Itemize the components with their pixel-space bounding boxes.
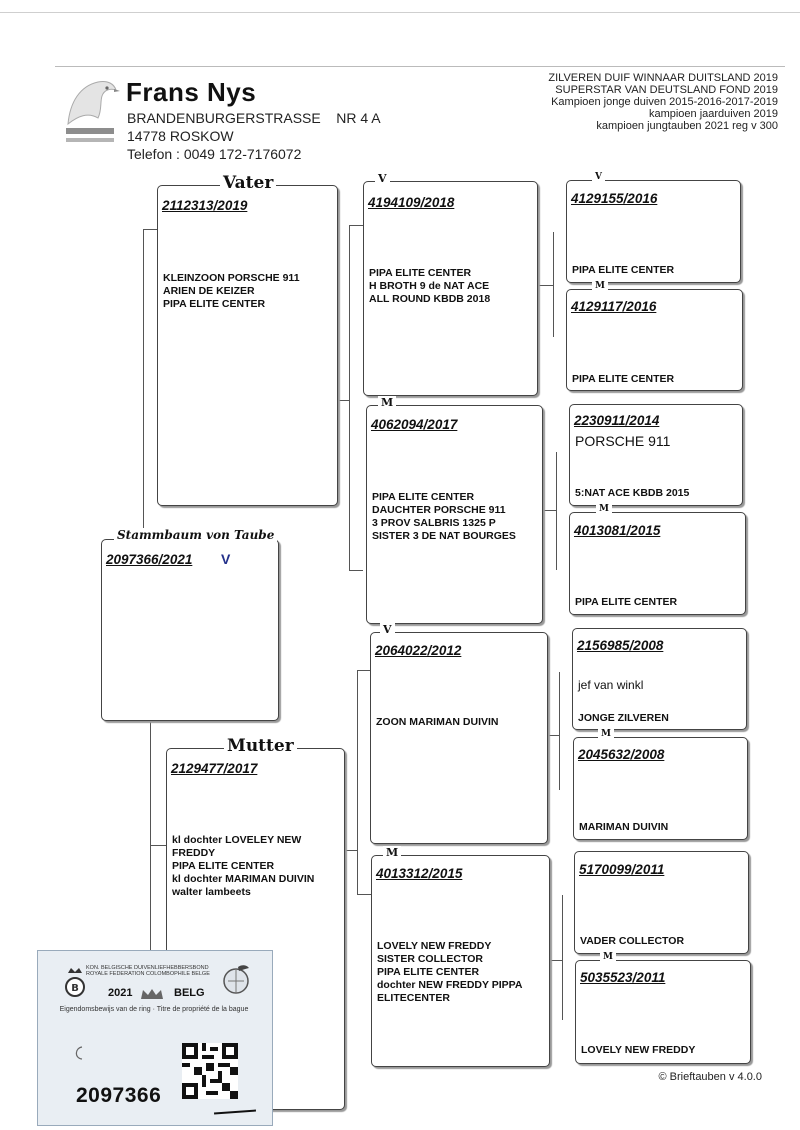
sex-tag: M — [600, 952, 616, 962]
connector-line — [562, 895, 563, 1020]
desc-line: LOVELY NEW FREDDY — [377, 940, 492, 952]
sex-tag: M — [592, 281, 608, 291]
connector-line — [349, 225, 350, 570]
connector-line — [556, 452, 557, 570]
desc-line: FREDDY — [172, 847, 216, 859]
granddam-maternal-card[interactable] — [371, 855, 550, 1067]
logo-bar — [66, 138, 114, 142]
description — [575, 596, 677, 609]
subject-label: Stammbaum von Taube — [114, 528, 277, 542]
title-line: ZILVEREN DUIF WINNAAR DUITSLAND 2019 — [548, 72, 778, 84]
signature-stroke — [214, 1110, 256, 1115]
great-grandparent-card[interactable] — [566, 289, 743, 391]
owner-name: Frans Nys — [126, 77, 257, 107]
pigeon-logo — [58, 72, 120, 130]
pigeon-globe-icon — [216, 961, 256, 995]
desc-line: H BROTH 9 de NAT ACE — [369, 280, 490, 292]
connector-line — [349, 570, 363, 571]
description — [579, 821, 668, 834]
desc-line: kl dochter MARIMAN DUIVIN — [172, 873, 315, 885]
desc-line: 3 PROV SALBRIS 1325 P — [372, 517, 496, 529]
desc-line: ALL ROUND KBDB 2018 — [369, 293, 491, 305]
ring-ownership-card — [37, 950, 273, 1126]
description — [369, 267, 490, 306]
great-grandparent-card[interactable] — [569, 512, 746, 615]
dam-label: Mutter — [224, 736, 297, 756]
desc-line: MARIMAN DUIVIN — [579, 821, 669, 833]
subject-ring: 2097366/2021 — [106, 552, 193, 567]
ring-number: 4013312/2015 — [376, 866, 463, 881]
desc-line: DAUCHTER PORSCHE 911 — [372, 504, 506, 516]
desc-line: PIPA ELITE CENTER — [572, 373, 675, 385]
sex-tag: V — [380, 623, 395, 636]
title-line: SUPERSTAR VAN DEUTSLAND FOND 2019 — [555, 84, 778, 96]
grandsire-maternal-card[interactable] — [370, 632, 548, 844]
desc-line: ARIEN DE KEIZER — [163, 285, 255, 297]
ring-number: 2230911/2014 — [574, 413, 660, 428]
title-line: kampioen jungtauben 2021 reg v 300 — [596, 120, 778, 132]
connector-line — [143, 229, 144, 534]
connector-line — [357, 894, 371, 895]
owner-titles — [488, 72, 778, 132]
connector-line — [150, 845, 166, 846]
connector-line — [536, 285, 553, 286]
subject-sex: V — [221, 551, 231, 567]
sex-tag: V — [592, 172, 605, 182]
description — [581, 1044, 695, 1057]
ring-number: 4013081/2015 — [574, 523, 661, 538]
great-grandparent-card[interactable] — [574, 851, 749, 954]
crown-emblem-icon — [64, 965, 86, 1001]
crescent-mark-icon — [70, 1045, 88, 1061]
desc-line: PIPA ELITE CENTER — [575, 596, 678, 608]
ring-number: 4129117/2016 — [571, 299, 657, 314]
federation-name — [86, 965, 210, 977]
desc-line: KLEINZOON PORSCHE 911 — [163, 272, 300, 284]
description — [578, 712, 669, 725]
description — [572, 264, 674, 277]
title-line: kampioen jaarduiven 2019 — [648, 108, 778, 120]
ring-number: 5035523/2011 — [580, 970, 666, 985]
ring-year: 2021 — [108, 987, 133, 999]
connector-line — [553, 232, 554, 337]
subject-card[interactable] — [101, 539, 279, 721]
sire-card[interactable] — [157, 185, 338, 506]
federation-line: ROYALE FEDERATION COLOMBOPHILE BELGE — [86, 971, 210, 977]
ring-number: 4129155/2016 — [571, 191, 658, 206]
ring-number: 2156985/2008 — [577, 638, 664, 653]
granddam-paternal-card[interactable] — [366, 405, 543, 624]
desc-line: ELITECENTER — [377, 992, 450, 1004]
desc-line: PIPA ELITE CENTER — [369, 267, 472, 279]
dam-ring: 2129477/2017 — [171, 761, 258, 776]
description — [575, 487, 689, 500]
great-grandparent-card[interactable] — [566, 180, 741, 283]
description — [372, 491, 516, 543]
ownership-text: Eigendomsbewijs van de ring · Titre de propriété de la bague — [59, 1006, 249, 1013]
connector-line — [349, 225, 363, 226]
owner-address: BRANDENBURGERSTRASSE NR 4 A — [127, 110, 381, 126]
description — [572, 373, 674, 386]
ring-number: 4194109/2018 — [368, 195, 455, 210]
description — [376, 716, 499, 729]
grandsire-paternal-card[interactable] — [363, 181, 538, 396]
desc-line: dochter NEW FREDDY PIPPA — [377, 979, 523, 991]
sire-ring: 2112313/2019 — [162, 198, 248, 213]
desc-line: PIPA ELITE CENTER — [163, 298, 266, 310]
sex-tag: M — [598, 729, 614, 739]
sex-tag: V — [375, 172, 390, 185]
extra-note: PORSCHE 911 — [575, 433, 671, 449]
crown-icon — [139, 987, 165, 1001]
logo-bar — [66, 128, 114, 134]
ring-number: 2064022/2012 — [375, 643, 462, 658]
connector-line — [344, 850, 357, 851]
ring-number: 2045632/2008 — [578, 747, 665, 762]
desc-line: kl dochter LOVELEY NEW — [172, 834, 302, 846]
description — [580, 935, 684, 948]
extra-note: jef van winkl — [578, 678, 644, 692]
description — [377, 940, 522, 1005]
qr-code-icon — [182, 1043, 238, 1099]
sire-description — [163, 272, 300, 311]
title-line: Kampioen jonge duiven 2015-2016-2017-2019 — [551, 96, 778, 108]
desc-line: JONGE ZILVEREN — [578, 712, 669, 724]
desc-line: 5:NAT ACE KBDB 2015 — [575, 487, 690, 499]
desc-line: LOVELY NEW FREDDY — [581, 1044, 696, 1056]
svg-text:B: B — [71, 983, 79, 994]
top-rule — [0, 12, 800, 13]
desc-line: ZOON MARIMAN DUIVIN — [376, 716, 499, 728]
great-grandparent-card[interactable] — [569, 404, 743, 506]
dam-description — [172, 834, 314, 899]
connector-line — [357, 670, 358, 894]
connector-line — [357, 670, 371, 671]
desc-line: SISTER 3 DE NAT BOURGES — [372, 530, 516, 542]
great-grandparent-card[interactable] — [572, 628, 747, 730]
connector-line — [559, 672, 560, 790]
ring-number: 2097366 — [76, 1084, 162, 1107]
desc-line: PIPA ELITE CENTER — [377, 966, 480, 978]
desc-line: PIPA ELITE CENTER — [372, 491, 475, 503]
sex-tag: M — [596, 504, 612, 514]
great-grandparent-card[interactable] — [573, 737, 748, 840]
connector-line — [143, 229, 157, 230]
federation-line: KON. BELGISCHE DUIVENLIEFHEBBERSBOND — [86, 965, 209, 971]
desc-line: SISTER COLLECTOR — [377, 953, 483, 965]
connector-line — [150, 720, 151, 950]
owner-phone: Telefon : 0049 172-7176072 — [127, 146, 302, 162]
ring-number: 4062094/2017 — [371, 417, 458, 432]
desc-line: walter lambeets — [172, 886, 251, 898]
connector-line — [548, 960, 562, 961]
desc-line: PIPA ELITE CENTER — [172, 860, 275, 872]
desc-line: VADER COLLECTOR — [580, 935, 685, 947]
ring-number: 5170099/2011 — [579, 862, 665, 877]
ring-country: BELG — [174, 987, 205, 999]
sex-tag: M — [383, 846, 401, 859]
connector-line — [541, 510, 556, 511]
great-grandparent-card[interactable] — [575, 960, 751, 1064]
header-rule — [55, 66, 785, 67]
sex-tag: M — [378, 396, 396, 409]
desc-line: PIPA ELITE CENTER — [572, 264, 675, 276]
footer-credit: © Brieftauben v 4.0.0 — [658, 1071, 762, 1083]
owner-city: 14778 ROSKOW — [127, 128, 234, 144]
sire-label: Vater — [220, 173, 276, 193]
